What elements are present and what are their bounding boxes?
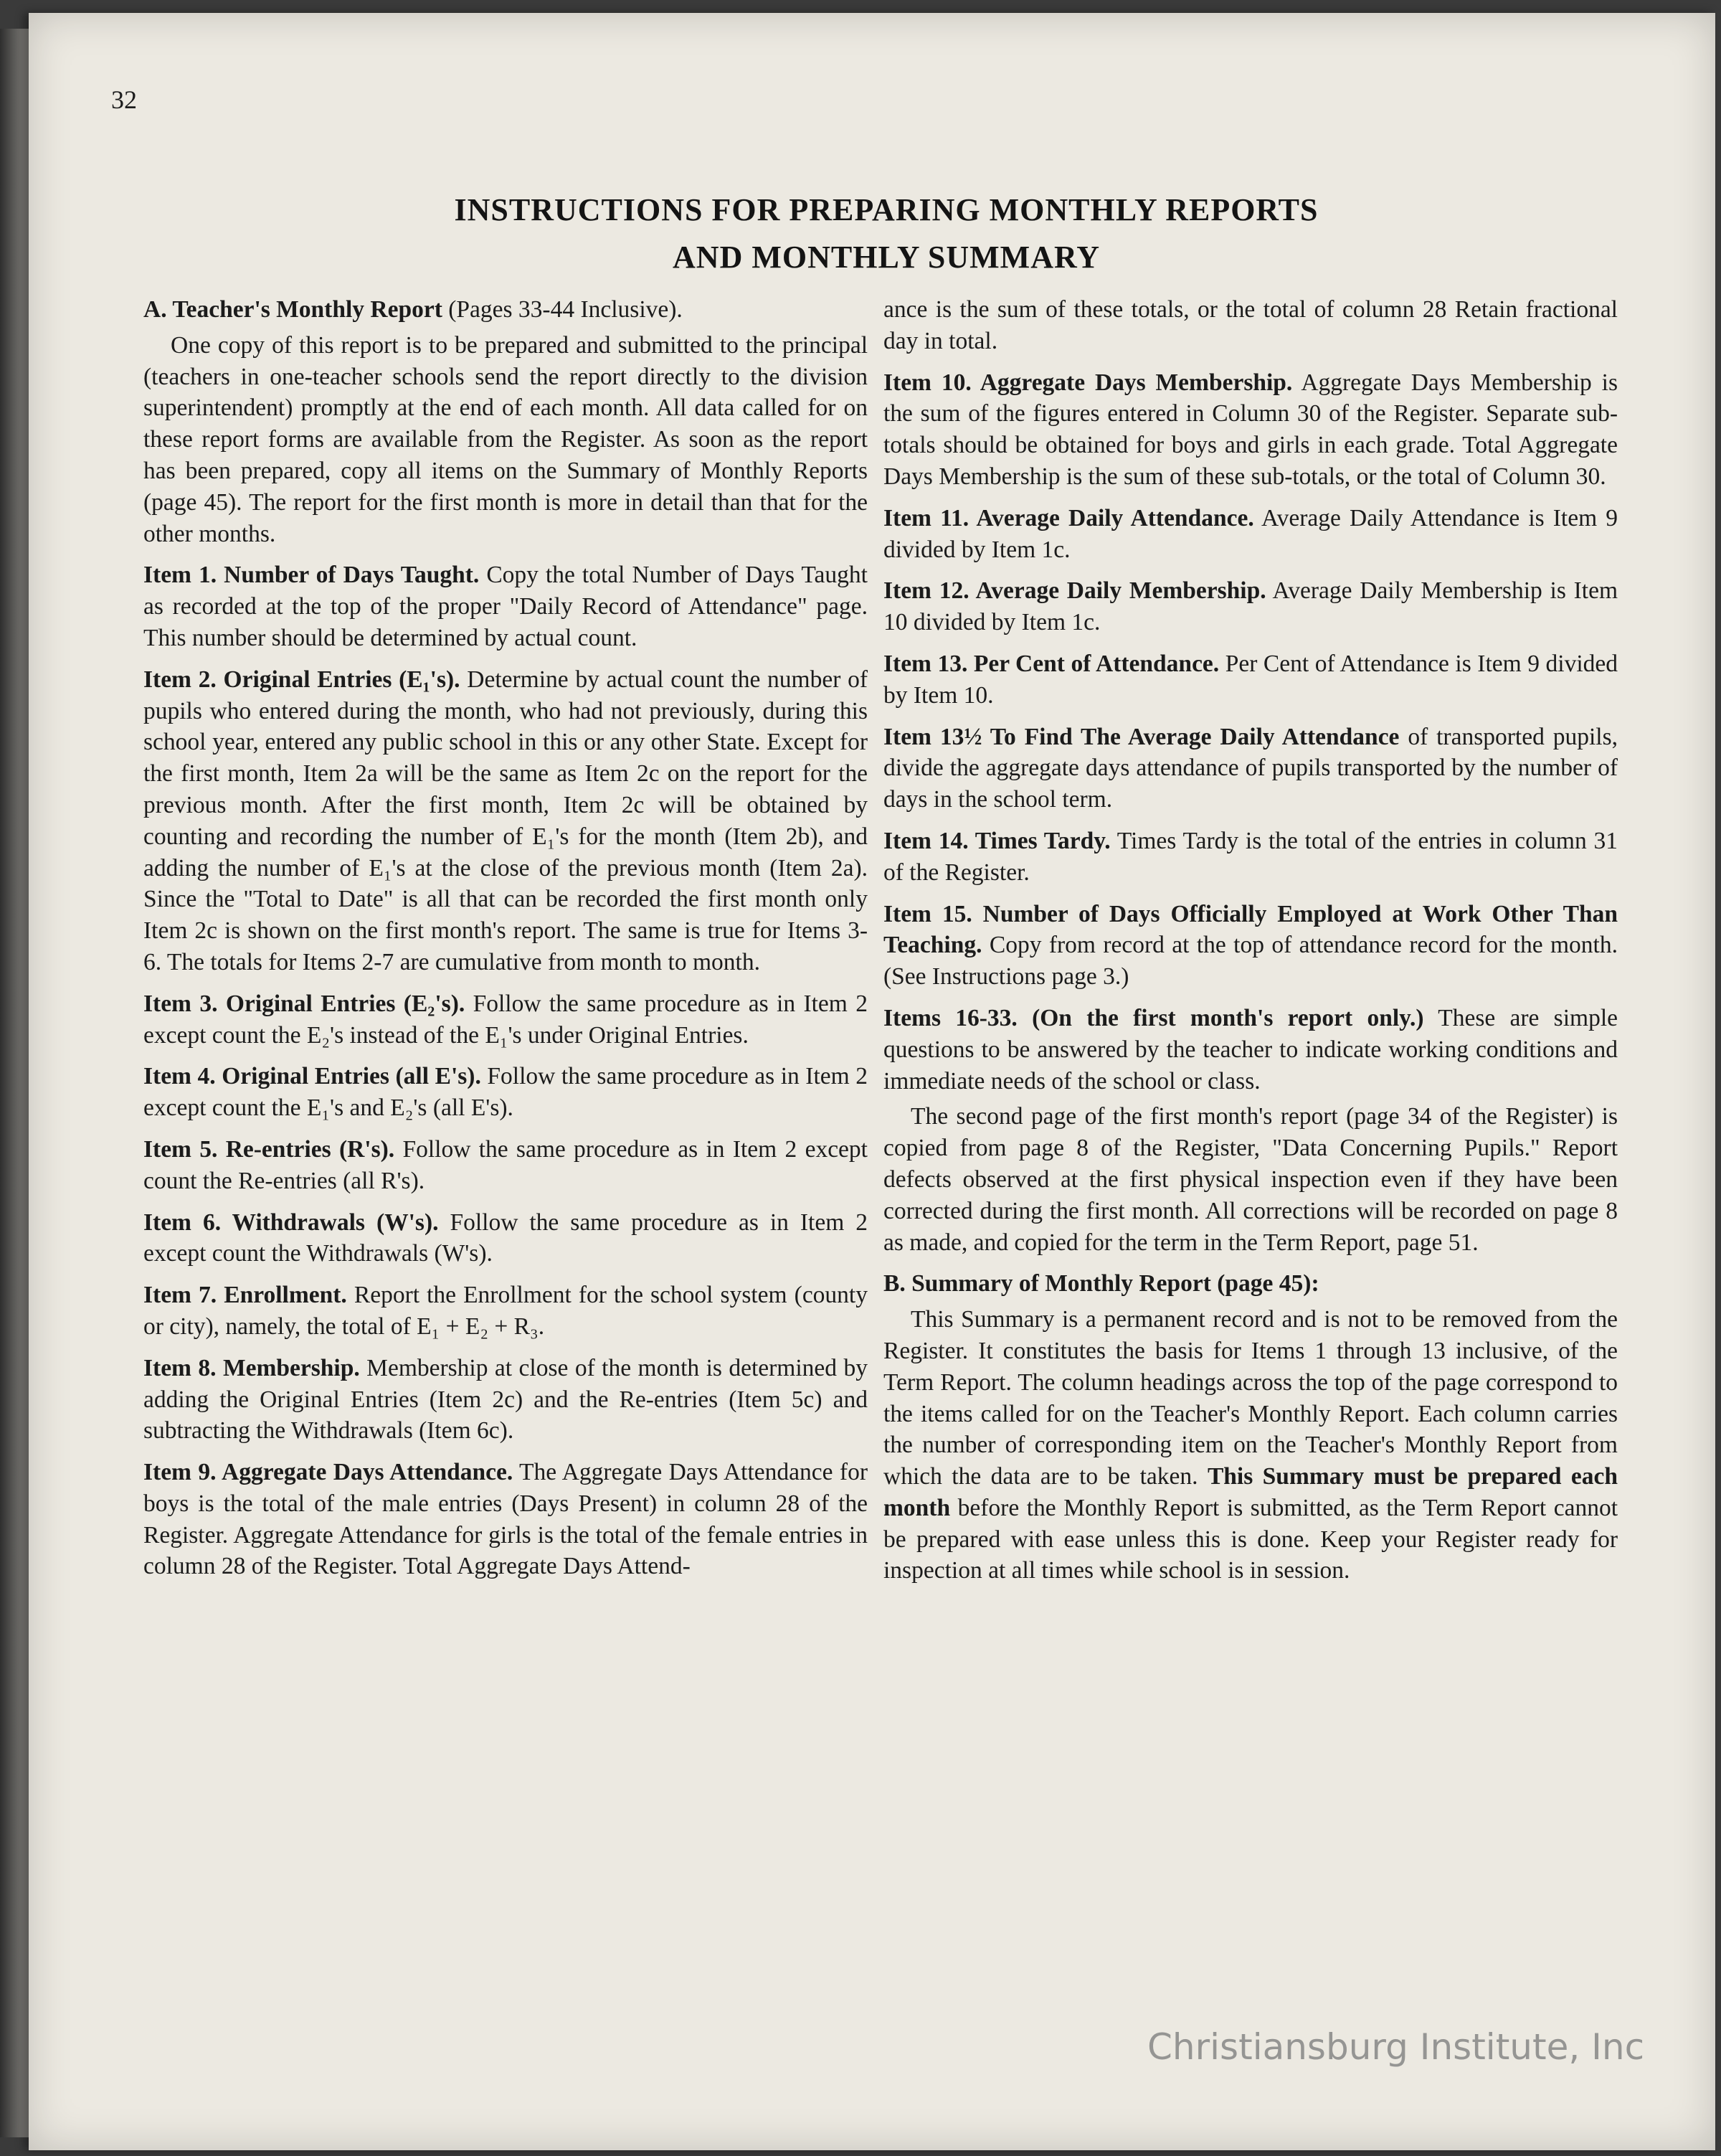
item-3-text: Follow the same procedure as in Item 2 except count the E₂'s instead of the E₁'s under Original Entries. xyxy=(143,990,868,1049)
left-column xyxy=(143,294,868,1592)
item-5 xyxy=(143,1134,868,1197)
item-10 xyxy=(883,367,1618,493)
item-13-half xyxy=(883,722,1618,815)
item-5-text: Follow the same procedure as in Item 2 except count the Re-entries (all R's). xyxy=(143,1135,868,1194)
item-2-heading: Item 2. Original Entries (E₁'s). xyxy=(143,666,460,693)
section-a-heading xyxy=(143,294,868,326)
section-a-text: One copy of this report is to be prepared and submitted to the principal (teachers in one-teacher schools send the report directly to the division superintendent) promptly at the end of each month. All data called for on these report forms are available from the Register. As soon as the report has been prepared, copy all items on the Summary of Monthly Reports (page 45). The report for the first month is more in detail than that for the other months. xyxy=(143,331,868,547)
items-16-33-heading: Items 16-33. (On the first month's report only.) xyxy=(883,1004,1424,1031)
items-16-33-paragraph-2: The second page of the first month's report (page 34 of the Register) is copied from page 8 of the Register, "Data Concerning Pupils." Report defects observed at the first physical inspection even if they have been corrected during the first month. All corrections will be recorded on page 8 as made, and copied for the term in the Term Report, page 51. xyxy=(883,1103,1618,1256)
item-13-half-text: of transported pupils, divide the aggregate days attendance of pupils transported by the number of days in the school term. xyxy=(883,723,1618,813)
items-16-33 xyxy=(883,1003,1618,1097)
item-11 xyxy=(883,503,1618,566)
item-15-text: Copy from record at the top of attendance record for the month. (See Instructions page 3.) xyxy=(883,932,1618,990)
item-1-heading: Item 1. Number of Days Taught. xyxy=(143,562,480,589)
section-b-text xyxy=(883,1304,1618,1587)
item-11-heading: Item 11. Average Daily Attendance. xyxy=(883,504,1254,531)
item-14 xyxy=(883,826,1618,889)
title-line-1: INSTRUCTIONS FOR PREPARING MONTHLY REPORTS xyxy=(454,192,1319,227)
item-7-heading: Item 7. Enrollment. xyxy=(143,1282,347,1309)
item-2 xyxy=(143,664,868,978)
title-line-2: AND MONTHLY SUMMARY xyxy=(673,240,1100,275)
item-12 xyxy=(883,575,1618,638)
item-13-half-heading: Item 13½ To Find The Average Daily Attendance xyxy=(883,723,1400,750)
watermark: Christiansburg Institute, Inc xyxy=(1147,2026,1645,2068)
section-a-title: A. Teacher's Monthly Report xyxy=(143,296,442,323)
item-15-heading: Item 15. Number of Days Officially Employed at Work Other Than Teaching. xyxy=(883,900,1618,959)
item-12-text: Average Daily Membership is Item 10 divided by Item 1c. xyxy=(883,577,1618,636)
page-edge xyxy=(0,29,29,2137)
right-column xyxy=(883,294,1618,1597)
item-9-continued: ance is the sum of these totals, or the total of column 28 Retain fractional day in total. xyxy=(883,296,1618,354)
item-4 xyxy=(143,1061,868,1124)
item-8 xyxy=(143,1353,868,1447)
section-a-pages: (Pages 33-44 Inclusive). xyxy=(442,296,683,323)
item-9-heading: Item 9. Aggregate Days Attendance. xyxy=(143,1459,513,1486)
item-10-text: Aggregate Days Membership is the sum of the figures entered in Column 30 of the Register. Separate sub-totals should be obtained for boys and girls in each grade. Total Aggregate Days Membership is the sum of these sub-totals, or the total of Column 30. xyxy=(883,369,1618,490)
item-4-heading: Item 4. Original Entries (all E's). xyxy=(143,1063,481,1090)
item-7 xyxy=(143,1280,868,1343)
page-number: 32 xyxy=(111,85,137,114)
item-14-text: Times Tardy is the total of the entries in column 31 of the Register. xyxy=(883,827,1618,886)
item-13-heading: Item 13. Per Cent of Attendance. xyxy=(883,650,1220,677)
item-1 xyxy=(143,559,868,653)
section-b-text-part-1: This Summary is a permanent record and is not to be removed from the Register. It constitutes the basis for Items 1 through 13 inclusive, of the Term Report. The column headings across the top of the page correspond to the items called for on the Teacher's Monthly Report. Each column carries the number of corresponding item on the Teacher's Monthly Report from which the data are to be taken. xyxy=(883,1306,1618,1490)
item-12-heading: Item 12. Average Daily Membership. xyxy=(883,577,1266,605)
item-5-heading: Item 5. Re-entries (R's). xyxy=(143,1135,395,1163)
item-6 xyxy=(143,1207,868,1270)
item-1-text: Copy the total Number of Days Taught as recorded at the top of the proper "Daily Record of Attendance" page. This number should be determined by actual count. xyxy=(143,562,868,651)
page-title xyxy=(0,186,1721,281)
item-15 xyxy=(883,899,1618,993)
item-14-heading: Item 14. Times Tardy. xyxy=(883,827,1111,854)
item-11-text: Average Daily Attendance is Item 9 divided by Item 1c. xyxy=(883,504,1618,563)
item-3-heading: Item 3. Original Entries (E₂'s). xyxy=(143,990,465,1017)
item-8-text: Membership at close of the month is determined by adding the Original Entries (Item 2c) and the Re-entries (Item 5c) and subtracting the Withdrawals (Item 6c). xyxy=(143,1354,868,1445)
item-7-text: Report the Enrollment for the school system (county or city), namely, the total of E₁ + E₂ + R₃. xyxy=(143,1282,868,1340)
section-b-bold-text: This Summary must be prepared each month xyxy=(883,1463,1618,1521)
section-b-title: B. Summary of Monthly Report (page 45): xyxy=(883,1270,1319,1297)
item-9-text: The Aggregate Days Attendance for boys is the total of the male entries (Days Present) in column 28 of the Register. Aggregate Attendance for girls is the total of the female entries in column 28 of the Register. Total Aggregate Days Attend- xyxy=(143,1459,868,1580)
item-4-text: Follow the same procedure as in Item 2 except count the E₁'s and E₂'s (all E's). xyxy=(143,1063,868,1122)
item-3 xyxy=(143,988,868,1051)
item-2-text: Determine by actual count the number of pupils who entered during the month, who had not previously, during this school year, entered any public school in this or any other State. Except for the first month, Item 2a will be the same as Item 2c on the report for the previous month. After the first month, Item 2c will be obtained by counting and recording the number of E₁'s for the month (Item 2b), and adding the number of E₁'s at the close of the previous month (Item 2a). Since the "Total to Date" is all that can be recorded the first month only Item 2c is shown on the first month's report. The same is true for Items 3-6. The totals for Items 2-7 are cumulative from month to month. xyxy=(143,666,868,975)
item-8-heading: Item 8. Membership. xyxy=(143,1354,360,1381)
item-6-heading: Item 6. Withdrawals (W's). xyxy=(143,1209,439,1236)
section-b-heading xyxy=(883,1268,1618,1300)
item-6-text: Follow the same procedure as in Item 2 except count the Withdrawals (W's). xyxy=(143,1209,868,1267)
item-13 xyxy=(883,648,1618,711)
items-16-33-text: These are simple questions to be answered by the teacher to indicate working conditions and immediate needs of the school or class. xyxy=(883,1004,1618,1094)
item-13-text: Per Cent of Attendance is Item 9 divided by Item 10. xyxy=(883,650,1618,709)
item-10-heading: Item 10. Aggregate Days Membership. xyxy=(883,369,1293,396)
section-b-text-part-2: before the Monthly Report is submitted, as the Term Report cannot be prepared with ease unless this is done. Keep your Register ready for inspection at all times while school is in session. xyxy=(883,1494,1618,1584)
item-9 xyxy=(143,1457,868,1582)
